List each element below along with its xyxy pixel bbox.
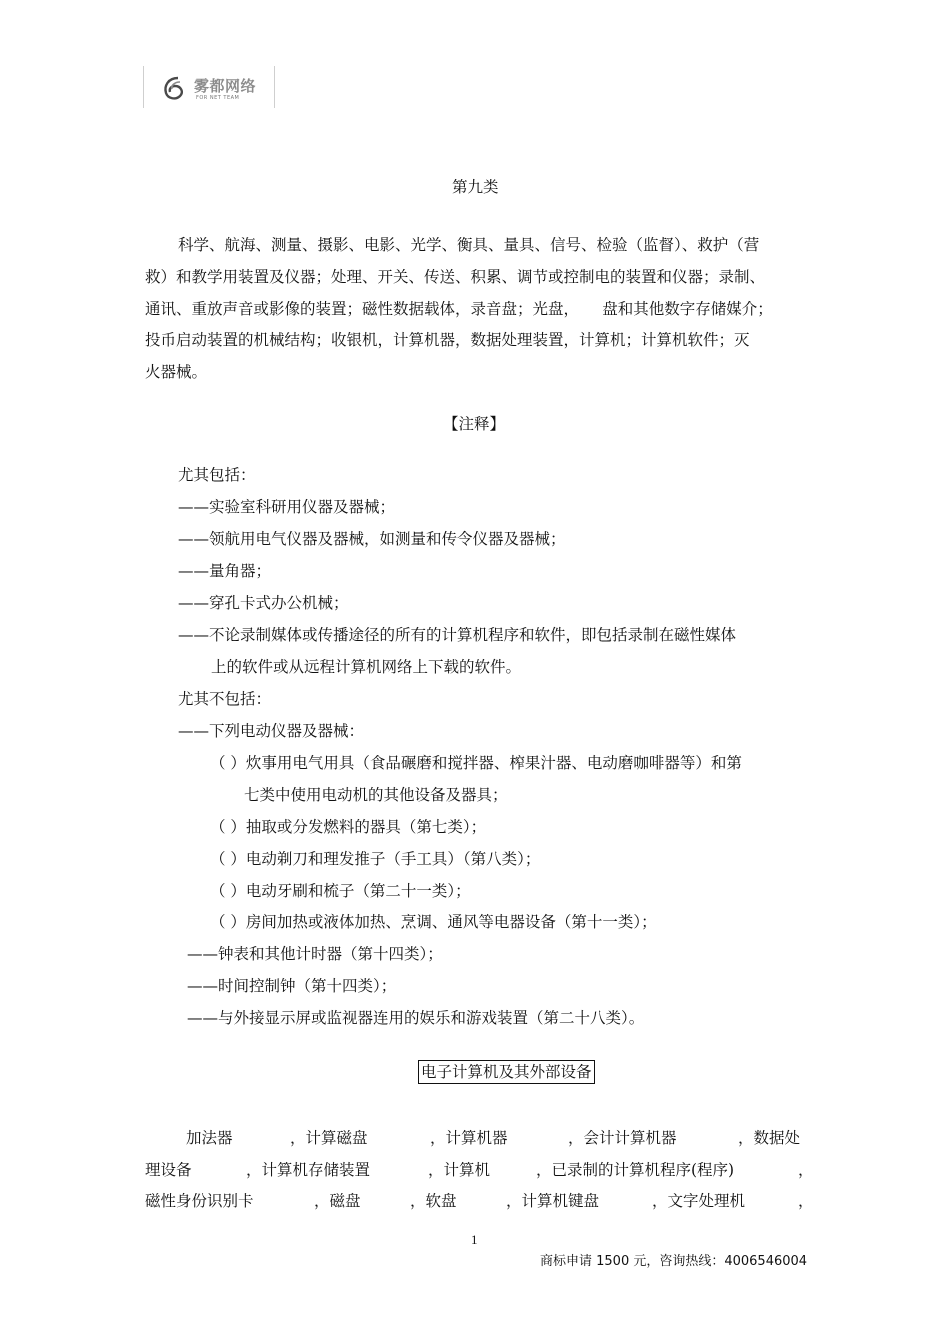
goods-item: ，计算机 <box>428 1161 491 1179</box>
exclude-item: ——与外接显示屏或监视器连用的娱乐和游戏装置（第二十八类）。 <box>187 1009 645 1027</box>
goods-item: ，文字处理机 <box>652 1192 746 1210</box>
note-heading: 【注释】 <box>443 415 506 433</box>
page-number: 1 <box>471 1232 478 1247</box>
include-item: ——不论录制媒体或传播途径的所有的计算机程序和软件，即包括录制在磁性媒体 <box>178 626 737 644</box>
intro-line: 救）和教学用装置及仪器；处理、开关、传送、积累、调节或控制电的装置和仪器；录制、 <box>145 268 766 286</box>
exclude-sub-item: （ ）电动牙刷和梳子（第二十一类）； <box>210 882 471 900</box>
excludes-heading: 尤其不包括： <box>178 690 272 708</box>
intro-line: 通讯、重放声音或影像的装置；磁性数据载体，录音盘；光盘， 盘和其他数字存储媒介； <box>145 300 773 318</box>
exclude-sub-item-continued: 七类中使用电动机的其他设备及器具； <box>244 786 508 804</box>
logo-swirl-icon <box>160 74 188 102</box>
logo-tagline: FOR NET TEAM <box>196 95 240 101</box>
goods-item: ，计算机存储装置 <box>246 1161 371 1179</box>
page-title: 第九类 <box>452 178 499 196</box>
exclude-sub-item: （ ）抽取或分发燃料的器具（第七类）； <box>210 818 487 836</box>
goods-item: ，软盘 <box>410 1192 457 1210</box>
goods-item: ，计算机器 <box>430 1129 508 1147</box>
includes-heading: 尤其包括： <box>178 466 256 484</box>
exclude-sub-item: （ ）炊事用电气用具（食品碾磨和搅拌器、榨果汁器、电动磨咖啡器等）和第 <box>210 754 742 772</box>
intro-line: 投币启动装置的机械结构；收银机，计算机器，数据处理装置，计算机；计算机软件；灭 <box>145 331 750 349</box>
logo <box>143 66 275 108</box>
goods-item: ，会计计算机器 <box>568 1129 677 1147</box>
exclude-sub-item: （ ）电动剃刀和理发推子（手工具）（第八类）； <box>210 850 541 868</box>
exclude-lead: ——下列电动仪器及器械： <box>178 722 365 740</box>
logo-name: 雾都网络 <box>194 77 257 95</box>
intro-line: 科学、航海、测量、摄影、电影、光学、衡具、量具、信号、检验（监督）、救护（营 <box>178 236 760 254</box>
intro-line: 火器械。 <box>145 363 208 381</box>
goods-item: ，计算磁盘 <box>290 1129 368 1147</box>
goods-item: ， <box>798 1192 814 1210</box>
exclude-item: ——钟表和其他计时器（第十四类）； <box>187 945 443 963</box>
goods-item: ，磁盘 <box>314 1192 361 1210</box>
include-item-continued: 上的软件或从远程计算机网络上下载的软件。 <box>211 658 522 676</box>
goods-item: 理设备 <box>145 1161 192 1179</box>
include-item: ——领航用电气仪器及器械，如测量和传令仪器及器械； <box>178 530 566 548</box>
goods-item: ，已录制的计算机程序(程序) <box>536 1161 735 1179</box>
exclude-sub-item: （ ）房间加热或液体加热、烹调、通风等电器设备（第十一类）； <box>210 913 657 931</box>
goods-item: 加法器 <box>186 1129 233 1147</box>
footer-note: 商标申请 1500 元，咨询热线：4006546004 <box>540 1254 808 1269</box>
include-item: ——量角器； <box>178 562 272 580</box>
group-heading: 电子计算机及其外部设备 <box>418 1060 595 1084</box>
goods-item: ， <box>798 1161 814 1179</box>
goods-item: ，计算机键盘 <box>506 1192 600 1210</box>
goods-item: 磁性身份识别卡 <box>145 1192 254 1210</box>
include-item: ——穿孔卡式办公机械； <box>178 594 349 612</box>
include-item: ——实验室科研用仪器及器械； <box>178 498 396 516</box>
goods-item: ，数据处 <box>738 1129 801 1147</box>
exclude-item: ——时间控制钟（第十四类）； <box>187 977 397 995</box>
